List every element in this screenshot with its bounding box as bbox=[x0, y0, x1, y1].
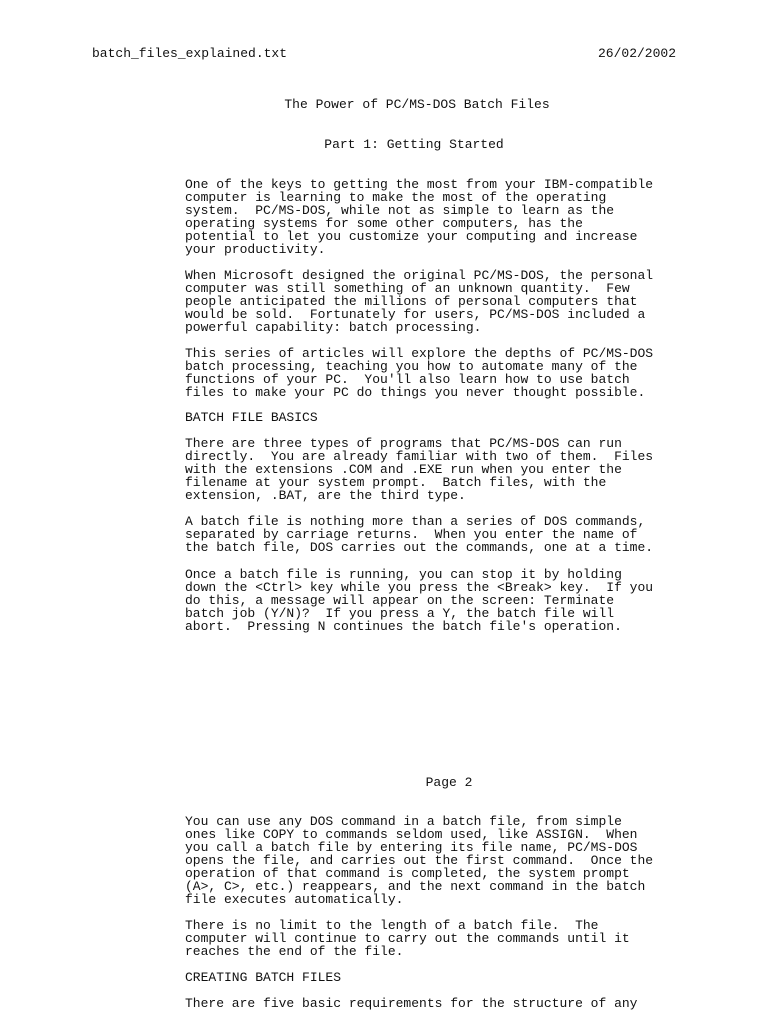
paragraph: Once a batch file is running, you can stop it by holding down the <Ctrl> key while you press the <Break> key. If you do this, a message will appear on the screen: Terminate batch job (Y/N)? If you press a Y, the batch file will abort. Pressing N continues the batch file's operation. bbox=[185, 567, 654, 634]
paragraph: A batch file is nothing more than a series of DOS commands, separated by carriage returns. When you enter the name of the batch file, DOS carries out the commands, one at a time. bbox=[185, 514, 654, 555]
document-title: The Power of PC/MS-DOS Batch Files bbox=[284, 97, 550, 112]
page-number: Page 2 bbox=[425, 775, 473, 790]
paragraph: When Microsoft designed the original PC/MS-DOS, the personal computer was still something of an unknown quantity. Few people anticipated the millions of personal computers that would be sold. Fortunately for users, PC/MS-DOS included a powerful capability: batch processing. bbox=[185, 268, 654, 335]
paragraph: One of the keys to getting the most from your IBM-compatible computer is learning to make the most of the operating system. PC/MS-DOS, while not as simple to learn as the operating systems for some other computers, has the potential to let you customize your computing and increase your productivity. bbox=[185, 177, 654, 257]
header-filename: batch_files_explained.txt bbox=[92, 46, 288, 61]
paragraph: There is no limit to the length of a batch file. The computer will continue to carry out the commands until it reaches the end of the file. bbox=[185, 918, 630, 959]
document-subtitle: Part 1: Getting Started bbox=[324, 137, 504, 152]
paragraph: You can use any DOS command in a batch file, from simple ones like COPY to commands seldom used, like ASSIGN. When you call a batch file by entering its file name, PC/MS-DOS opens the file, and carries out the first command. Once the operation of that command is completed, the system prompt (A>, C>, etc.) reappears, and the next command in the batch file executes automatically. bbox=[185, 814, 654, 907]
paragraph: There are five basic requirements for the structure of any bbox=[185, 996, 638, 1011]
paragraph: This series of articles will explore the depths of PC/MS-DOS batch processing, teaching you how to automate many of the functions of your PC. You'll also learn how to use batch files to make your PC do things you never thought possible. bbox=[185, 346, 654, 400]
section-heading: CREATING BATCH FILES bbox=[185, 970, 342, 985]
header-date: 26/02/2002 bbox=[597, 46, 676, 61]
section-heading: BATCH FILE BASICS bbox=[185, 410, 318, 425]
paragraph: There are three types of programs that PC/MS-DOS can run directly. You are already familiar with two of them. Files with the extensions .COM and .EXE run when you enter the filename at your system prompt. Batch files, with the extension, .BAT, are the third type. bbox=[185, 436, 654, 503]
